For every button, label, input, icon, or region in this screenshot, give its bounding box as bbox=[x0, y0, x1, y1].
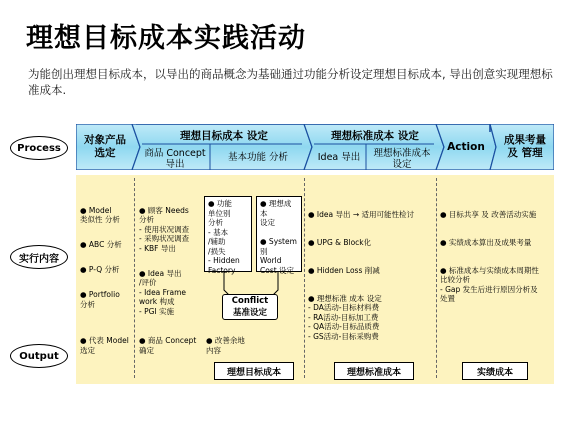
row-label-process: Process bbox=[10, 136, 68, 160]
list-item: ● UPG & Block化 bbox=[308, 237, 372, 247]
list-item: ● Idea 导出 → 适用可能性检讨 bbox=[308, 209, 415, 219]
ideal-cost-box: ● 理想成本 设定 ● System别 World Cost 设定 bbox=[256, 196, 302, 272]
list-item: ● P-Q 分析 bbox=[80, 265, 120, 274]
column-standard-cost bbox=[308, 200, 436, 357]
page-subtitle: 为能创出理想目标成本，以导出的商品概念为基础通过功能分析设定理想目标成本, 导出创意实现理想标准成本. bbox=[28, 67, 553, 97]
conflict-label: Conflict bbox=[231, 296, 269, 306]
list-item: ● ABC 分析 bbox=[80, 240, 122, 249]
stage-result-management: 成果考量 及 管理 bbox=[504, 134, 546, 159]
list-item: ● 目标共享 及 改善活动实施 bbox=[440, 209, 537, 219]
stage-standard-cost-set: 理想标准成本 设定 bbox=[373, 148, 431, 170]
conflict-standard-box bbox=[222, 294, 278, 320]
footer-ideal-target-cost: 理想目标成本 bbox=[214, 362, 294, 380]
list-item: ● Hidden Loss 削减 bbox=[308, 265, 380, 275]
list-item: ● 顾客 Needs 分析 - 使用状况调查 - 采购状况调查 - KBF 导出 bbox=[139, 205, 190, 253]
list-item: ● Model 类似性 分析 bbox=[80, 205, 120, 224]
row-label-output: Output bbox=[10, 344, 68, 368]
stage-ideal-standard-cost: 理想标准成本 设定 bbox=[331, 130, 419, 142]
footer-actual-cost: 实绩成本 bbox=[462, 362, 528, 380]
output-col2: ● 商品 Concept 确定 bbox=[139, 336, 197, 355]
function-analysis-box: ● 功能 单位别 分析 - 基本 /辅助 /损失 - Hidden Factory bbox=[204, 196, 252, 272]
output-col4: ● 改善余地 内容 bbox=[206, 336, 245, 355]
stage-basic-function: 基本功能 分析 bbox=[227, 152, 289, 163]
stage-concept-derive: 商品 Concept 导出 bbox=[144, 148, 206, 170]
footer-ideal-standard-cost: 理想标准成本 bbox=[334, 362, 414, 380]
divider bbox=[134, 178, 135, 378]
stage-ideal-target-cost: 理想目标成本 设定 bbox=[180, 130, 268, 142]
divider bbox=[304, 178, 305, 378]
page-title: 理想目标成本实践活动 bbox=[26, 23, 306, 54]
list-item: ● Idea 导出 /评价 - Idea Frame work 构成 - PGI 实施 bbox=[139, 268, 187, 316]
column-action bbox=[440, 200, 554, 319]
stage-action: Action bbox=[447, 141, 485, 153]
stage-object-selection: 对象产品 选定 bbox=[84, 134, 126, 159]
column-object-selection bbox=[80, 196, 134, 325]
row-label-execution: 实行内容 bbox=[10, 245, 68, 269]
list-item: ● 理想标准 成本 设定 - DA活动-目标材料费 - RA活动-目标加工费 - QA活动-目标品质费 - GS活动-目标采购费 bbox=[308, 293, 382, 341]
stage-idea-derive: Idea 导出 bbox=[317, 152, 361, 163]
column-concept bbox=[139, 196, 201, 332]
list-item: ● 标准成本与实绩成本周期性 比较分析 - Gap 发生后进行原因分析及 处置 bbox=[440, 265, 539, 303]
list-item: ● 实绩成本算出及成果考量 bbox=[440, 237, 532, 247]
list-item: ● Portfolio 分析 bbox=[80, 290, 120, 309]
divider bbox=[436, 178, 437, 378]
output-col1: ● 代表 Model 选定 bbox=[80, 336, 129, 355]
standard-set-label: 基准设定 bbox=[232, 308, 267, 318]
process-bar bbox=[76, 124, 554, 170]
